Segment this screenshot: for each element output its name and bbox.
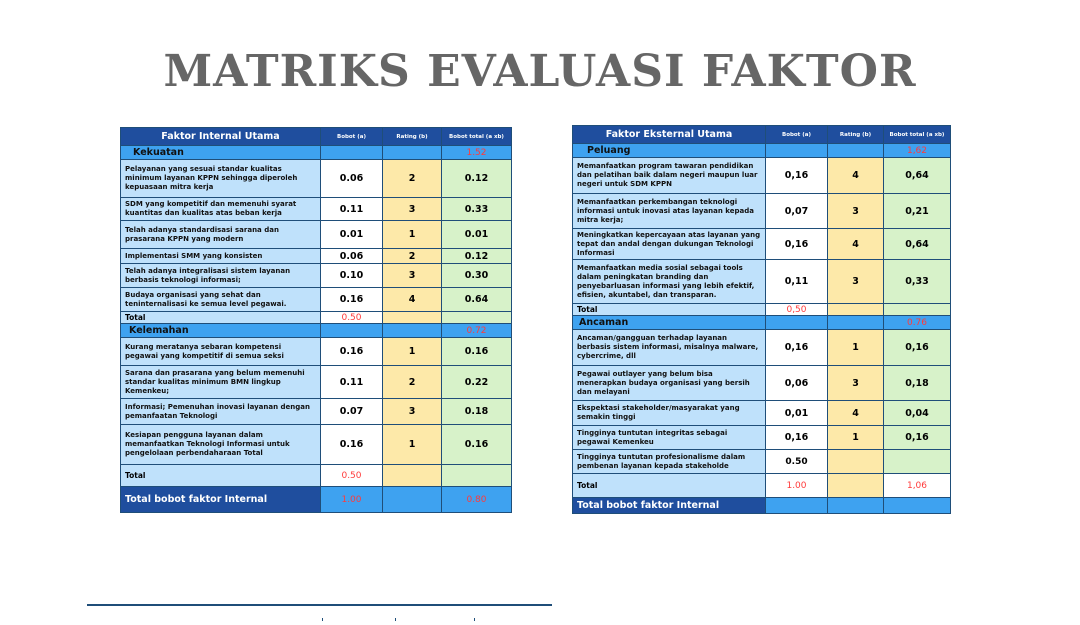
table-row <box>573 366 951 401</box>
table-row <box>573 330 951 366</box>
grand-total-label: Total bobot faktor Internal <box>573 498 766 514</box>
factor-desc: Kurang meratanya sebaran kompetensi pegawai yang kompetitif di semua seksi <box>121 338 321 366</box>
grand-total-row <box>121 487 512 513</box>
rating-cell: 1 <box>383 221 442 249</box>
table-row <box>573 229 951 260</box>
total-cell: 0.16 <box>442 338 512 366</box>
grand-total-row <box>573 498 951 514</box>
factor-desc: Tingginya tuntutan profesionalisme dalam pembenan layanan kepada stakeholde <box>573 450 766 474</box>
section-sum-kekuatan: 1.52 <box>442 146 512 160</box>
bobot-cell: 0.16 <box>321 425 383 465</box>
total-cell: 0,21 <box>884 194 951 229</box>
grand-total-label: Total bobot faktor Internal <box>121 487 321 513</box>
rating-cell: 4 <box>383 288 442 312</box>
table-row <box>573 450 951 474</box>
table-row <box>573 426 951 450</box>
bobot-cell: 0,16 <box>766 158 828 194</box>
factor-desc: Kesiapan pengguna layanan dalam memanfaatkan Teknologi Informasi untuk pengelolaan perbendaharaan Total <box>121 425 321 465</box>
table-row <box>573 260 951 304</box>
bobot-cell: 0,16 <box>766 426 828 450</box>
table-row <box>121 425 512 465</box>
bobot-cell: 0.11 <box>321 198 383 221</box>
factor-desc: Ancaman/gangguan terhadap layanan berbasis sistem informasi, misalnya malware, cybercrime, dll <box>573 330 766 366</box>
grand-total-bobot: 1.00 <box>321 487 383 513</box>
total-value: 1,06 <box>884 474 951 498</box>
table-row <box>121 198 512 221</box>
total-bobot: 0.50 <box>321 465 383 487</box>
bobot-cell: 0.16 <box>321 288 383 312</box>
section-label-kelemahan: Kelemahan <box>121 324 321 338</box>
bobot-cell: 0,07 <box>766 194 828 229</box>
total-cell: 0,04 <box>884 401 951 426</box>
bobot-cell: 0.11 <box>321 366 383 399</box>
total-cell: 0.12 <box>442 249 512 264</box>
total-label: Total <box>121 465 321 487</box>
factor-desc: Telah adanya standardisasi sarana dan prasarana KPPN yang modern <box>121 221 321 249</box>
internal-header-label: Faktor Internal Utama <box>121 128 321 146</box>
factor-desc: Memanfaatkan program tawaran pendidikan dan pelatihan baik dalam negeri maupun luar negeri untuk SDM KPPN <box>573 158 766 194</box>
total-row <box>573 474 951 498</box>
table-row <box>121 338 512 366</box>
bobot-cell: 0,16 <box>766 330 828 366</box>
factor-desc: Implementasi SMM yang konsisten <box>121 249 321 264</box>
bobot-cell: 0,06 <box>766 366 828 401</box>
rating-header: Rating (b) <box>383 128 442 146</box>
factor-desc: Pelayanan yang sesuai standar kualitas minimum layanan KPPN sehingga diperoleh kepuasaan mitra kerja <box>121 160 321 198</box>
factor-desc: Memanfaatkan media sosial sebagai tools dalam peningkatan branding dan penyebarluasan informasi yang lebih efektif, efisien, akuntabel, dan transparan. <box>573 260 766 304</box>
rating-cell: 1 <box>383 425 442 465</box>
external-header-label: Faktor Eksternal Utama <box>573 126 766 144</box>
total-cell: 0,16 <box>884 330 951 366</box>
bobot-total-header: Bobot total (a xb) <box>884 126 951 144</box>
rating-cell: 2 <box>383 366 442 399</box>
rating-cell: 1 <box>828 426 884 450</box>
factor-desc: Memanfaatkan perkembangan teknologi informasi untuk inovasi atas layanan kepada mitra kerja; <box>573 194 766 229</box>
factor-desc: Informasi; Pemenuhan inovasi layanan dengan pemanfaatan Teknologi <box>121 399 321 425</box>
bobot-cell: 0,16 <box>766 229 828 260</box>
rating-cell: 3 <box>383 399 442 425</box>
total-cell: 0.01 <box>442 221 512 249</box>
factor-desc: Sarana dan prasarana yang belum memenuhi standar kualitas minimum BMN lingkup Kemenkeu; <box>121 366 321 399</box>
rating-cell: 3 <box>828 366 884 401</box>
total-bobot: 1.00 <box>766 474 828 498</box>
table-row <box>121 366 512 399</box>
factor-desc: Pegawai outlayer yang belum bisa menerapkan budaya organisasi yang bersih dan melayani <box>573 366 766 401</box>
table-row <box>573 158 951 194</box>
factor-desc: Tingginya tuntutan integritas sebagai pegawai Kemenkeu <box>573 426 766 450</box>
bobot-cell: 0,01 <box>766 401 828 426</box>
rating-cell: 3 <box>383 198 442 221</box>
rating-cell: 3 <box>828 194 884 229</box>
section-label-peluang: Peluang <box>573 144 766 158</box>
table-row <box>573 194 951 229</box>
section-sum-peluang: 1,62 <box>884 144 951 158</box>
total-cell: 0.33 <box>442 198 512 221</box>
table-row <box>121 160 512 198</box>
total-cell: 0,16 <box>884 426 951 450</box>
total-cell: 0.22 <box>442 366 512 399</box>
total-cell: 0.64 <box>442 288 512 312</box>
total-label: Total <box>573 474 766 498</box>
table-row <box>121 399 512 425</box>
section-label-ancaman: Ancaman <box>573 316 766 330</box>
bobot-cell: 0.07 <box>321 399 383 425</box>
table-row <box>121 264 512 288</box>
bobot-cell: 0.16 <box>321 338 383 366</box>
bobot-header: Bobot (a) <box>321 128 383 146</box>
total-cell: 0.16 <box>442 425 512 465</box>
internal-factor-table <box>120 127 512 513</box>
total-cell: 0.30 <box>442 264 512 288</box>
external-factor-table <box>572 125 951 514</box>
total-bobot: 0.50 <box>321 312 383 324</box>
bobot-cell: 0.10 <box>321 264 383 288</box>
bobot-cell: 0.06 <box>321 160 383 198</box>
table-row <box>121 288 512 312</box>
bobot-cell: 0.01 <box>321 221 383 249</box>
factor-desc: Ekspektasi stakeholder/masyarakat yang semakin tinggi <box>573 401 766 426</box>
total-label: Total <box>573 304 766 316</box>
grand-total-value: 0.80 <box>442 487 512 513</box>
total-row <box>121 312 512 324</box>
total-cell: 0,64 <box>884 158 951 194</box>
page-title: MATRIKS EVALUASI FAKTOR <box>163 46 917 97</box>
bobot-cell: 0.06 <box>321 249 383 264</box>
table-row <box>121 221 512 249</box>
factor-desc: Meningkatkan kepercayaan atas layanan yang tepat dan andal dengan dukungan Teknologi Informasi <box>573 229 766 260</box>
total-row <box>121 465 512 487</box>
rating-cell: 3 <box>828 260 884 304</box>
section-sum-kelemahan: 0.72 <box>442 324 512 338</box>
rating-cell: 3 <box>383 264 442 288</box>
total-cell <box>884 450 951 474</box>
section-sum-ancaman: 0.76 <box>884 316 951 330</box>
bobot-cell: 0.50 <box>766 450 828 474</box>
total-bobot: 0,50 <box>766 304 828 316</box>
rating-cell: 4 <box>828 229 884 260</box>
factor-desc: Budaya organisasi yang sehat dan teninternalisasi ke semua level pegawai. <box>121 288 321 312</box>
rating-cell: 1 <box>828 330 884 366</box>
bobot-header: Bobot (a) <box>766 126 828 144</box>
rating-cell: 2 <box>383 160 442 198</box>
rating-cell: 1 <box>383 338 442 366</box>
rating-cell: 4 <box>828 158 884 194</box>
rating-header: Rating (b) <box>828 126 884 144</box>
factor-desc: Telah adanya integralisasi sistem layanan berbasis teknologi informasi; <box>121 264 321 288</box>
rating-cell: 2 <box>383 249 442 264</box>
total-cell: 0.18 <box>442 399 512 425</box>
total-label: Total <box>121 312 321 324</box>
factor-desc: SDM yang kompetitif dan memenuhi syarat kuantitas dan kualitas atas beban kerja <box>121 198 321 221</box>
section-label-kekuatan: Kekuatan <box>121 146 321 160</box>
total-cell: 0,18 <box>884 366 951 401</box>
total-cell: 0,64 <box>884 229 951 260</box>
rating-cell <box>828 450 884 474</box>
total-row <box>573 304 951 316</box>
bobot-total-header: Bobot total (a xb) <box>442 128 512 146</box>
total-cell: 0.12 <box>442 160 512 198</box>
table-row <box>573 401 951 426</box>
rating-cell: 4 <box>828 401 884 426</box>
total-cell: 0,33 <box>884 260 951 304</box>
bobot-cell: 0,11 <box>766 260 828 304</box>
table-row <box>121 249 512 264</box>
